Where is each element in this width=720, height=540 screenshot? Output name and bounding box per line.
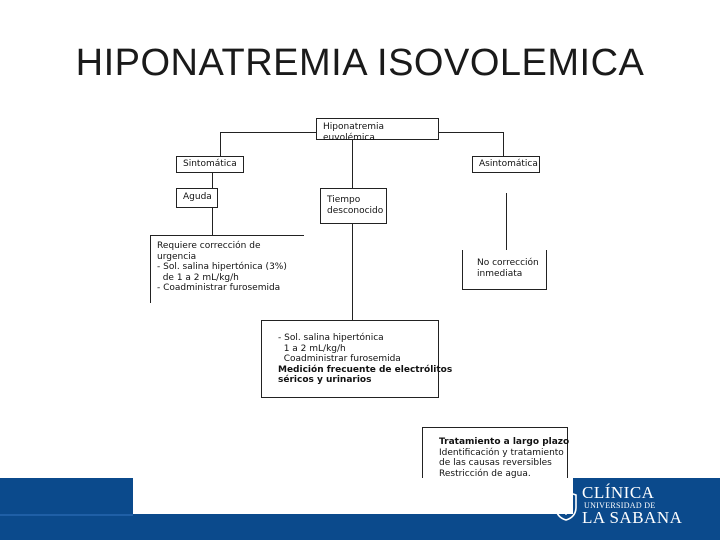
acute-label: Aguda xyxy=(183,192,212,202)
urgent-correction-line: Requiere corrección de xyxy=(157,241,261,251)
hypertonic-saline-line: Coadministrar furosemida xyxy=(278,354,401,364)
connector-line xyxy=(506,193,507,250)
unknown-time-line: Tiempo xyxy=(327,195,361,205)
logo-line-1: CLÍNICA xyxy=(582,483,655,502)
connector-line xyxy=(352,224,353,320)
no-correction-node xyxy=(462,250,547,290)
urgent-correction-node xyxy=(150,235,304,303)
symptomatic-node xyxy=(176,156,244,173)
connector-line xyxy=(212,172,213,189)
hypertonic-saline-node xyxy=(261,320,453,398)
long-term-line: Tratamiento a largo plazo xyxy=(439,437,570,447)
asymptomatic-node xyxy=(472,156,540,173)
clinica-logo xyxy=(552,481,702,526)
root-node xyxy=(316,118,439,143)
long-term-line: de las causas reversibles xyxy=(439,458,552,468)
slide-title: HIPONATREMIA ISOVOLEMICA xyxy=(75,42,645,84)
no-correction-line: inmediata xyxy=(477,268,523,279)
urgent-correction-line: - Coadministrar furosemida xyxy=(157,283,281,293)
connector-line xyxy=(352,140,353,188)
unknown-time-node xyxy=(320,188,387,224)
logo-line-3: LA SABANA xyxy=(582,508,683,527)
long-term-line: Identificación y tratamiento xyxy=(439,447,564,458)
connector-line xyxy=(503,132,504,156)
root-node-label: Hiponatremia euvolémica xyxy=(323,122,385,143)
hypertonic-saline-line: Medición frecuente de electrólitos xyxy=(278,364,453,375)
asymptomatic-label: Asintomática xyxy=(479,159,538,169)
urgent-correction-line: urgencia xyxy=(157,251,197,262)
connector-line xyxy=(220,132,221,156)
no-correction-line: No corrección xyxy=(477,258,539,268)
footer-white-panel xyxy=(133,478,573,514)
symptomatic-label: Sintomática xyxy=(183,159,237,169)
acute-node xyxy=(176,188,218,208)
hypertonic-saline-line: séricos y urinarios xyxy=(278,375,372,385)
long-term-line: Restricción de agua. xyxy=(439,468,531,479)
footer-divider xyxy=(0,514,133,516)
hypertonic-saline-line: - Sol. salina hipertónica xyxy=(278,333,384,343)
connector-line xyxy=(212,208,213,235)
unknown-time-line: desconocido xyxy=(327,205,384,216)
shield-icon xyxy=(554,491,578,521)
logo-line-2: UNIVERSIDAD DE xyxy=(584,501,656,510)
urgent-correction-line: - Sol. salina hipertónica (3%) xyxy=(157,262,287,272)
hypertonic-saline-line: 1 a 2 mL/kg/h xyxy=(278,343,346,354)
urgent-correction-line: de 1 a 2 mL/kg/h xyxy=(157,272,239,283)
